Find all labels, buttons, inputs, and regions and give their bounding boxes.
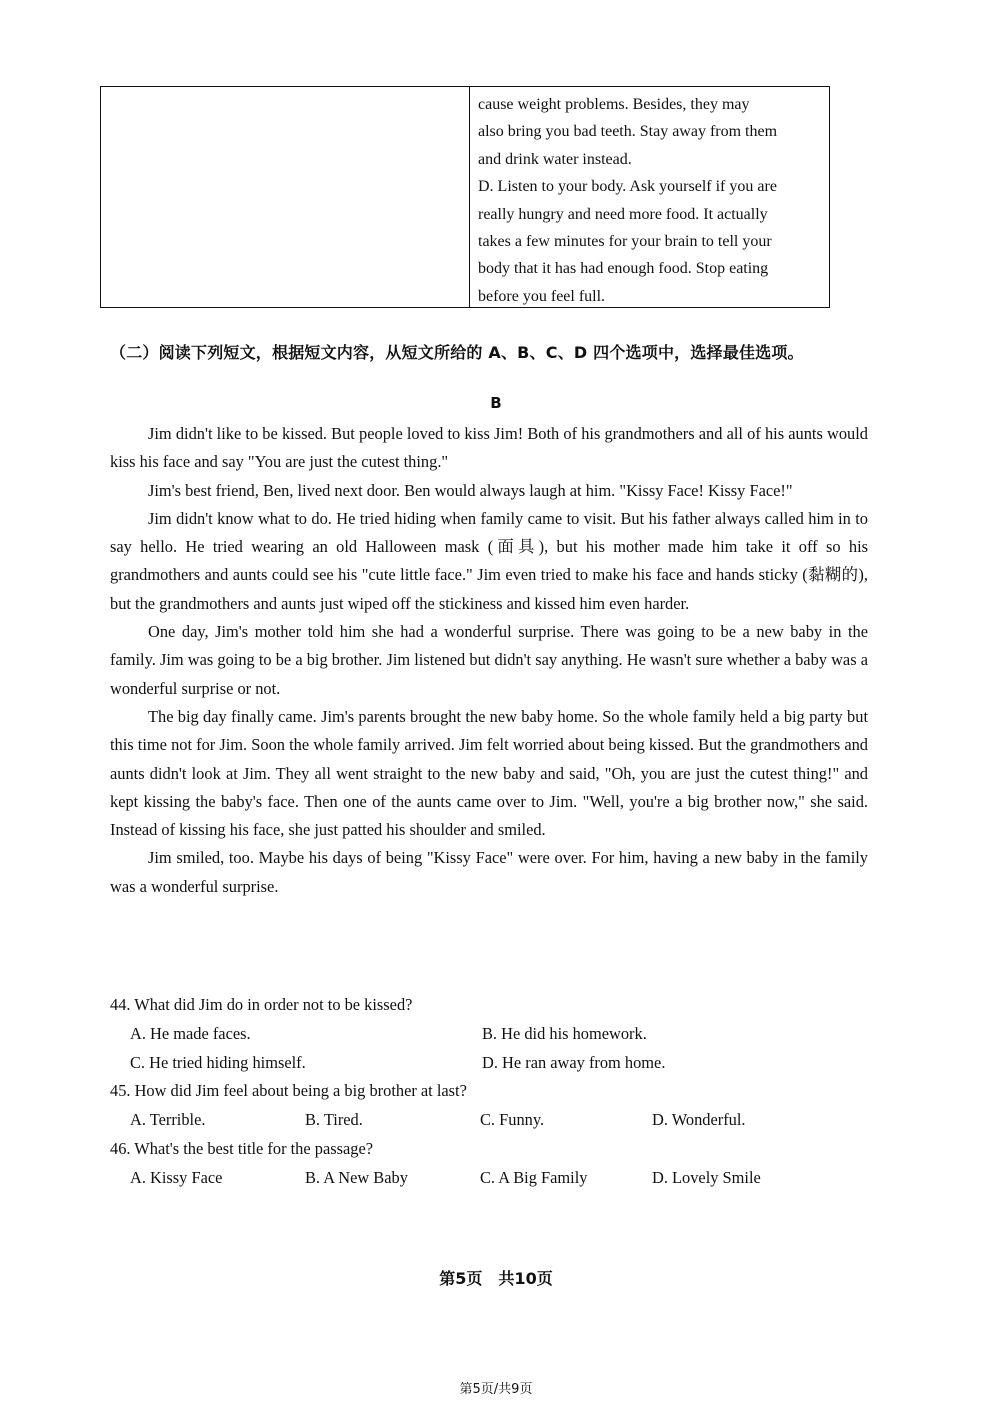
table-line: cause weight problems. Besides, they may — [478, 96, 750, 113]
option-c: C. He tried hiding himself. — [130, 1052, 306, 1072]
table-line: D. Listen to your body. Ask yourself if you are — [478, 178, 777, 196]
table-line: body that it has had enough food. Stop eating — [478, 260, 769, 278]
option-c: C. A Big Family — [480, 1167, 588, 1187]
passage-paragraph: Jim smiled, too. Maybe his days of being "Kissy Face" were over. For him, having a new baby in the family was a wonderful surprise. — [110, 848, 868, 896]
option-b: B. He did his homework. — [482, 1023, 647, 1043]
page-number: 第5页 共10页 — [439, 1269, 553, 1288]
question-46-options — [110, 1164, 870, 1193]
option-a: A. He made faces. — [130, 1023, 251, 1043]
option-d: D. Wonderful. — [652, 1110, 746, 1130]
table-left-cell — [101, 87, 470, 307]
question-45-stem: 45. How did Jim feel about being a big brother at last? — [110, 1081, 467, 1101]
question-44-options — [110, 1049, 870, 1078]
option-a: A. Terrible. — [130, 1110, 206, 1130]
section-instruction: （二）阅读下列短文，根据短文内容，从短文所给的 A、B、C、D 四个选项中，选择最佳选项。 — [110, 343, 804, 362]
continued-table — [100, 86, 830, 308]
passage-paragraph: Jim didn't like to be kissed. But people loved to kiss Jim! Both of his grandmothers and all of his aunts would kiss his face and say "You are just the cutest thing." — [110, 424, 868, 472]
passage-paragraph: Jim didn't know what to do. He tried hiding when family came to visit. But his father always called him in to say hello. He tried wearing an old Halloween mask (面具), but his mother made him take it off so his grandmothers and aunts could see his "cute little face." Jim even tried to make his face and hands sticky (黏糊的), but the grandmothers and aunts just wiped off the stickiness and kissed him even harder. — [110, 508, 868, 613]
table-line: before you feel full. — [478, 287, 606, 305]
option-c: C. Funny. — [480, 1110, 545, 1130]
question-list — [110, 991, 870, 1193]
option-b: B. Tired. — [305, 1110, 363, 1130]
option-d: D. Lovely Smile — [652, 1167, 761, 1187]
question-46-stem: 46. What's the best title for the passage? — [110, 1138, 374, 1158]
passage-paragraph: Jim's best friend, Ben, lived next door. Ben would always laugh at him. "Kissy Face! Kissy Face!" — [148, 480, 793, 500]
passage-label: B — [490, 394, 502, 412]
table-line: and drink water instead. — [478, 150, 632, 168]
table-line: takes a few minutes for your brain to tell your — [478, 233, 772, 251]
option-b: B. A New Baby — [305, 1167, 408, 1187]
question-44-stem: 44. What did Jim do in order not to be kissed? — [110, 995, 413, 1014]
option-d: D. He ran away from home. — [482, 1052, 666, 1072]
pdf-page-number: 第5页/共9页 — [459, 1382, 533, 1397]
passage-paragraph: The big day finally came. Jim's parents brought the new baby home. So the whole family held a big party but this time not for Jim. Soon the whole family arrived. Jim felt worried about being kissed. But the grandmothers and aunts didn't look at Jim. They all went straight to the new baby and said, "Oh, you are just the cutest thing!" and kept kissing the baby's face. Then one of the aunts came over to Jim. "Well, you're a big brother now," she said. Instead of kissing his face, she just patted his shoulder and smiled. — [110, 706, 868, 840]
table-right-cell — [470, 87, 829, 307]
question-45-options — [110, 1106, 870, 1135]
table-line: really hungry and need more food. It actually — [478, 205, 768, 223]
table-line: also bring you bad teeth. Stay away from them — [478, 123, 778, 141]
passage-paragraph: One day, Jim's mother told him she had a wonderful surprise. There was going to be a new baby in the family. Jim was going to be a big brother. Jim listened but didn't say anything. He wasn't sure whether a baby was a wonderful surprise or not. — [110, 622, 868, 698]
option-a: A. Kissy Face — [130, 1167, 223, 1187]
reading-passage — [110, 420, 868, 901]
question-44-options — [110, 1020, 870, 1049]
